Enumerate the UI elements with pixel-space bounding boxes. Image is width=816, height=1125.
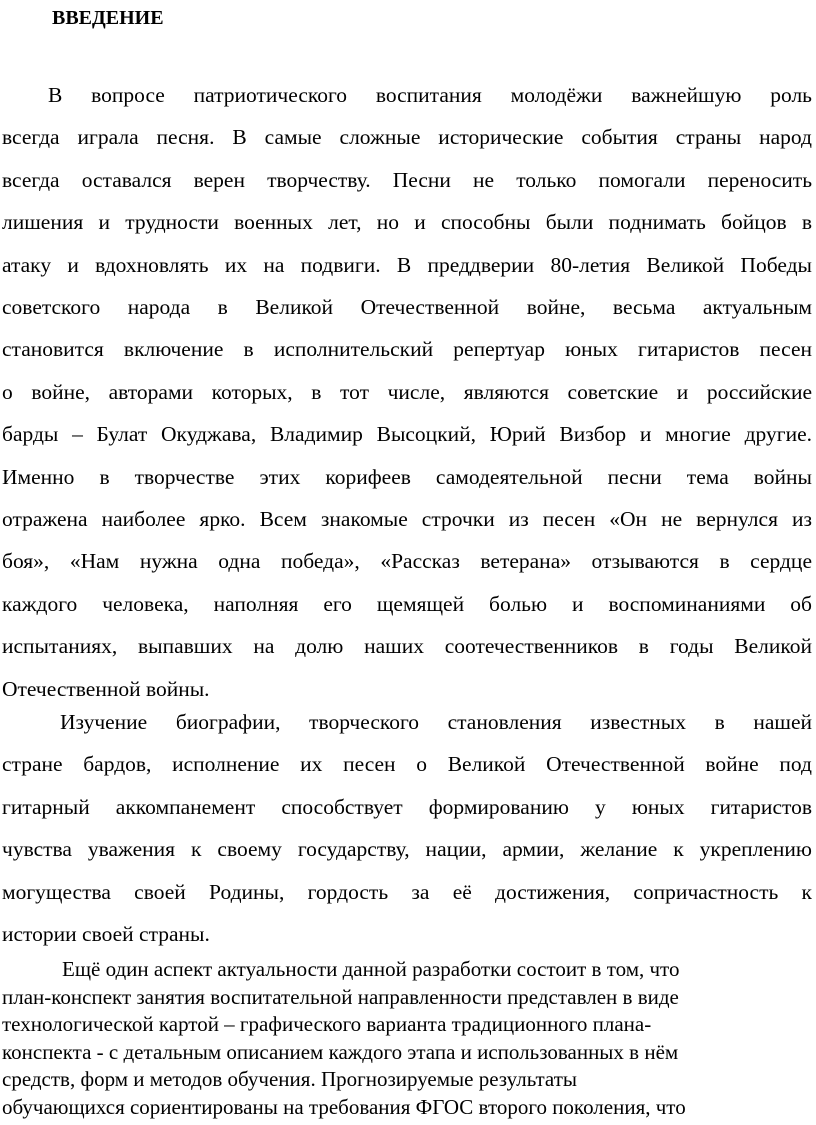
paragraph-line: барды – Булат Окуджава, Владимир Высоцкий, Юрий Визбор и многие другие. (2, 422, 812, 447)
paragraph-line: технологической картой – графического варианта традиционного плана- (2, 1012, 652, 1036)
paragraph-line: советского народа в Великой Отечественной войне, весьма актуальным (2, 295, 812, 320)
paragraph-line: атаку и вдохновлять их на подвиги. В преддверии 80-летия Великой Победы (2, 252, 812, 277)
paragraph-line: каждого человека, наполняя его щемящей болью и воспоминаниями об (2, 591, 812, 616)
paragraph-line: могущества своей Родины, гордость за её достижения, сопричастность к (2, 879, 812, 904)
paragraph-line: отражена наиболее ярко. Всем знакомые строчки из песен «Он не вернулся из (2, 507, 812, 532)
paragraph-line: обучающихся сориентированы на требования ФГОС второго поколения, что (2, 1094, 686, 1119)
paragraph-line: истории своей страны. (2, 922, 210, 947)
document-heading: ВВЕДЕНИЕ (52, 7, 164, 29)
paragraph-line: стране бардов, исполнение их песен о Великой Отечественной войне под (2, 752, 812, 777)
paragraph-line: всегда оставался верен творчеству. Песни не только помогали переносить (2, 167, 812, 192)
paragraph-line: испытаниях, выпавших на долю наших соотечественников в годы Великой (2, 634, 812, 659)
paragraph-line: В вопросе патриотического воспитания молодёжи важнейшую роль (48, 83, 812, 107)
paragraph-line: Ещё один аспект актуальности данной разработки состоит в том, что (62, 957, 680, 981)
paragraph-line: становится включение в исполнительский репертуар юных гитаристов песен (2, 337, 812, 362)
paragraph-3 (2, 956, 812, 1121)
paragraph-line: о войне, авторами которых, в тот числе, являются советские и российские (2, 379, 812, 404)
paragraph-line: план-конспект занятия воспитательной направленности представлен в виде (2, 984, 679, 1009)
paragraph-line: чувства уважения к своему государству, нации, армии, желание к укреплению (2, 837, 812, 862)
paragraph-line: всегда играла песня. В самые сложные исторические события страны народ (2, 125, 812, 150)
paragraph-line: лишения и трудности военных лет, но и способны были поднимать бойцов в (2, 210, 812, 235)
paragraph-line: Именно в творчестве этих корифеев самодеятельной песни тема войны (2, 464, 812, 489)
paragraph-1 (2, 74, 812, 710)
paragraph-line: Отечественной войны. (2, 676, 210, 701)
paragraph-line: боя», «Нам нужна одна победа», «Рассказ ветерана» отзываются в сердце (2, 549, 812, 574)
paragraph-2 (2, 701, 812, 955)
paragraph-line: средств, форм и методов обучения. Прогнозируемые результаты (2, 1067, 577, 1091)
paragraph-line: Изучение биографии, творческого становления известных в нашей (60, 710, 812, 734)
paragraph-line: конспекта - с детальным описанием каждого этапа и использованных в нём (2, 1039, 679, 1064)
paragraph-line: гитарный аккомпанемент способствует формированию у юных гитаристов (2, 794, 812, 819)
